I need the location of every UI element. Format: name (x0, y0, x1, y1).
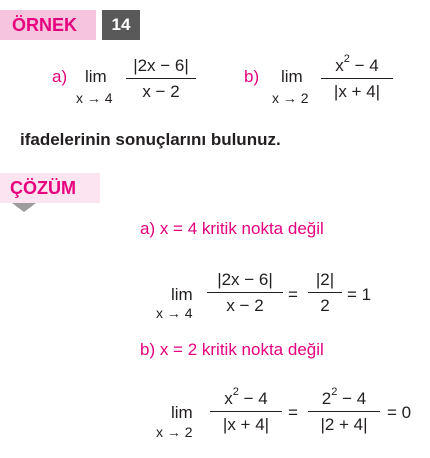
question-b-fraction (321, 53, 393, 102)
solution-b-sub: x → 2 (156, 424, 193, 440)
question-b-sub: x → 2 (272, 90, 309, 106)
solution-badge-pointer (12, 203, 36, 212)
solution-b-fraction-1-numerator: $x^2 - 4$ (210, 389, 282, 412)
solution-a-sub: x → 4 (156, 305, 193, 321)
instruction-text: ifadelerinin sonuçlarını bulunuz. (20, 130, 281, 149)
solution-a-fraction-1-numerator: |2x − 6| (207, 270, 283, 293)
solution-b-statement: b) x = 2 kritik nokta değil (140, 340, 324, 359)
solution-a-statement: a) x = 4 kritik nokta değil (140, 219, 324, 238)
solution-a-fraction-1 (207, 270, 283, 316)
question-a-lim: lim (85, 67, 107, 86)
example-number: 14 (102, 10, 140, 40)
solution-b-fraction-1 (210, 386, 282, 435)
solution-b-fraction-1-denominator: |x + 4| (222, 415, 270, 434)
question-b-label: b) (244, 67, 260, 86)
solution-b-equals-1: = (288, 403, 298, 422)
question-a-sub: x → 4 (76, 90, 113, 106)
question-a-fraction (126, 56, 196, 102)
solution-a-lim: lim (171, 285, 193, 304)
solution-a-fraction-2-numerator: |2| (308, 270, 342, 293)
solution-a-equals-1: = (288, 285, 298, 304)
question-a-numerator: |2x − 6| (126, 56, 196, 79)
question-b-lim: lim (281, 67, 303, 86)
question-b-denominator: |x + 4| (333, 82, 381, 101)
solution-a-fraction-2-denominator: 2 (320, 296, 330, 315)
question-a-label: a) (52, 67, 68, 86)
solution-b-result: = 0 (387, 403, 412, 422)
solution-b-fraction-2-numerator: $2^2 - 4$ (308, 389, 380, 412)
solution-b-fraction-2 (308, 386, 380, 435)
question-b-numerator: $x^2 - 4$ (321, 56, 393, 79)
example-badge: ÖRNEK (0, 10, 96, 40)
solution-b-lim: lim (171, 403, 193, 422)
solution-a-fraction-2 (308, 270, 342, 316)
solution-badge: ÇÖZÜM (0, 173, 100, 203)
question-a-denominator: x − 2 (142, 82, 180, 101)
solution-a-result: = 1 (347, 285, 372, 304)
solution-b-fraction-2-denominator: |2 + 4| (320, 415, 368, 434)
solution-a-fraction-1-denominator: x − 2 (226, 296, 264, 315)
